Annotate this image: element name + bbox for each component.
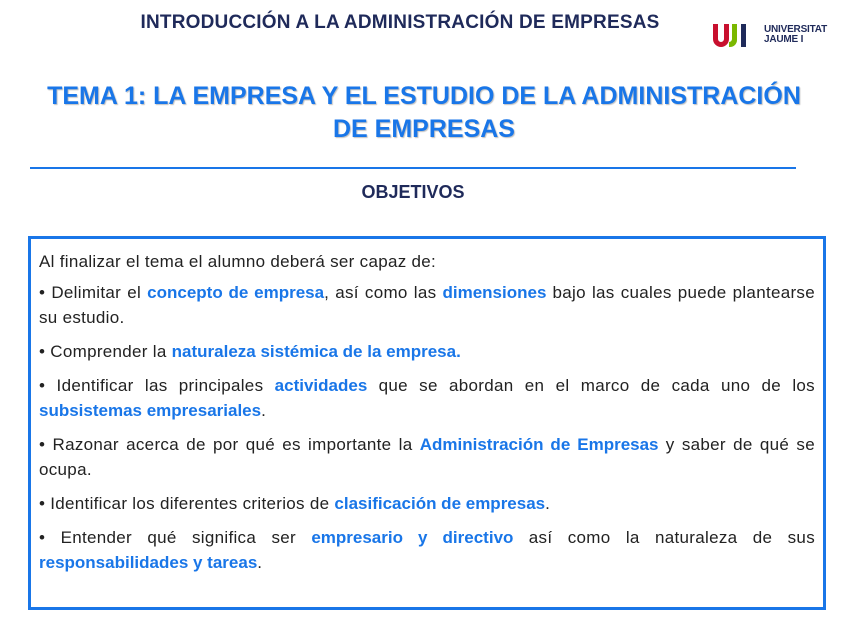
objectives-intro: Al finalizar el tema el alumno deberá ser capaz de: [39,252,437,271]
objective-text: así como la naturaleza de sus [513,528,815,547]
logo-line-1: UNIVERSITAT [764,24,827,35]
objective-item [39,373,815,423]
objective-text: • Comprender la [39,342,172,361]
objective-text: • Entender qué significa ser [39,528,312,547]
objectives-box [28,236,826,610]
section-subtitle: OBJETIVOS [361,182,465,202]
objective-keyword: empresario y directivo [311,528,514,547]
objective-item [39,525,815,575]
objective-item [39,491,815,516]
objective-text: que se abordan en el marco de cada uno de los [367,376,815,395]
objective-keyword: naturaleza sistémica de la empresa. [171,342,461,361]
objective-text: • Identificar los diferentes criterios de [39,494,335,513]
objective-text: . [257,553,263,572]
objective-keyword: clasificación de empresas [334,494,546,513]
objective-keyword: actividades [274,376,368,395]
objective-item [39,280,815,330]
university-logo [712,20,827,50]
objective-text: • Delimitar el [39,283,148,302]
logo-line-2: JAUME I [764,34,804,45]
objective-item [39,339,815,364]
objective-keyword: subsistemas empresariales [39,401,262,420]
logo-wordmark [764,25,827,45]
course-title: INTRODUCCIÓN A LA ADMINISTRACIÓN DE EMPRESAS [140,12,660,33]
title-divider [30,167,796,169]
objective-keyword: Administración de Empresas [419,435,659,454]
objective-text: bajo las cuales puede plantearse su estudio. [39,283,815,327]
objective-keyword: concepto de empresa [147,283,325,302]
slide-title: TEMA 1: LA EMPRESA Y EL ESTUDIO DE LA ADMINISTRACIÓN DE EMPRESAS [47,82,801,143]
objective-text: y saber de qué se ocupa. [39,435,815,479]
objective-item [39,432,815,482]
objective-text: . [545,494,551,513]
objective-text: , así como las [324,283,443,302]
objective-text: • Razonar acerca de por qué es importante la [39,435,420,454]
objective-keyword: responsabilidades y tareas [39,553,258,572]
objective-text: • Identificar las principales [39,376,275,395]
objective-text: . [261,401,267,420]
objective-keyword: dimensiones [442,283,547,302]
uji-logo-icon [712,22,760,48]
